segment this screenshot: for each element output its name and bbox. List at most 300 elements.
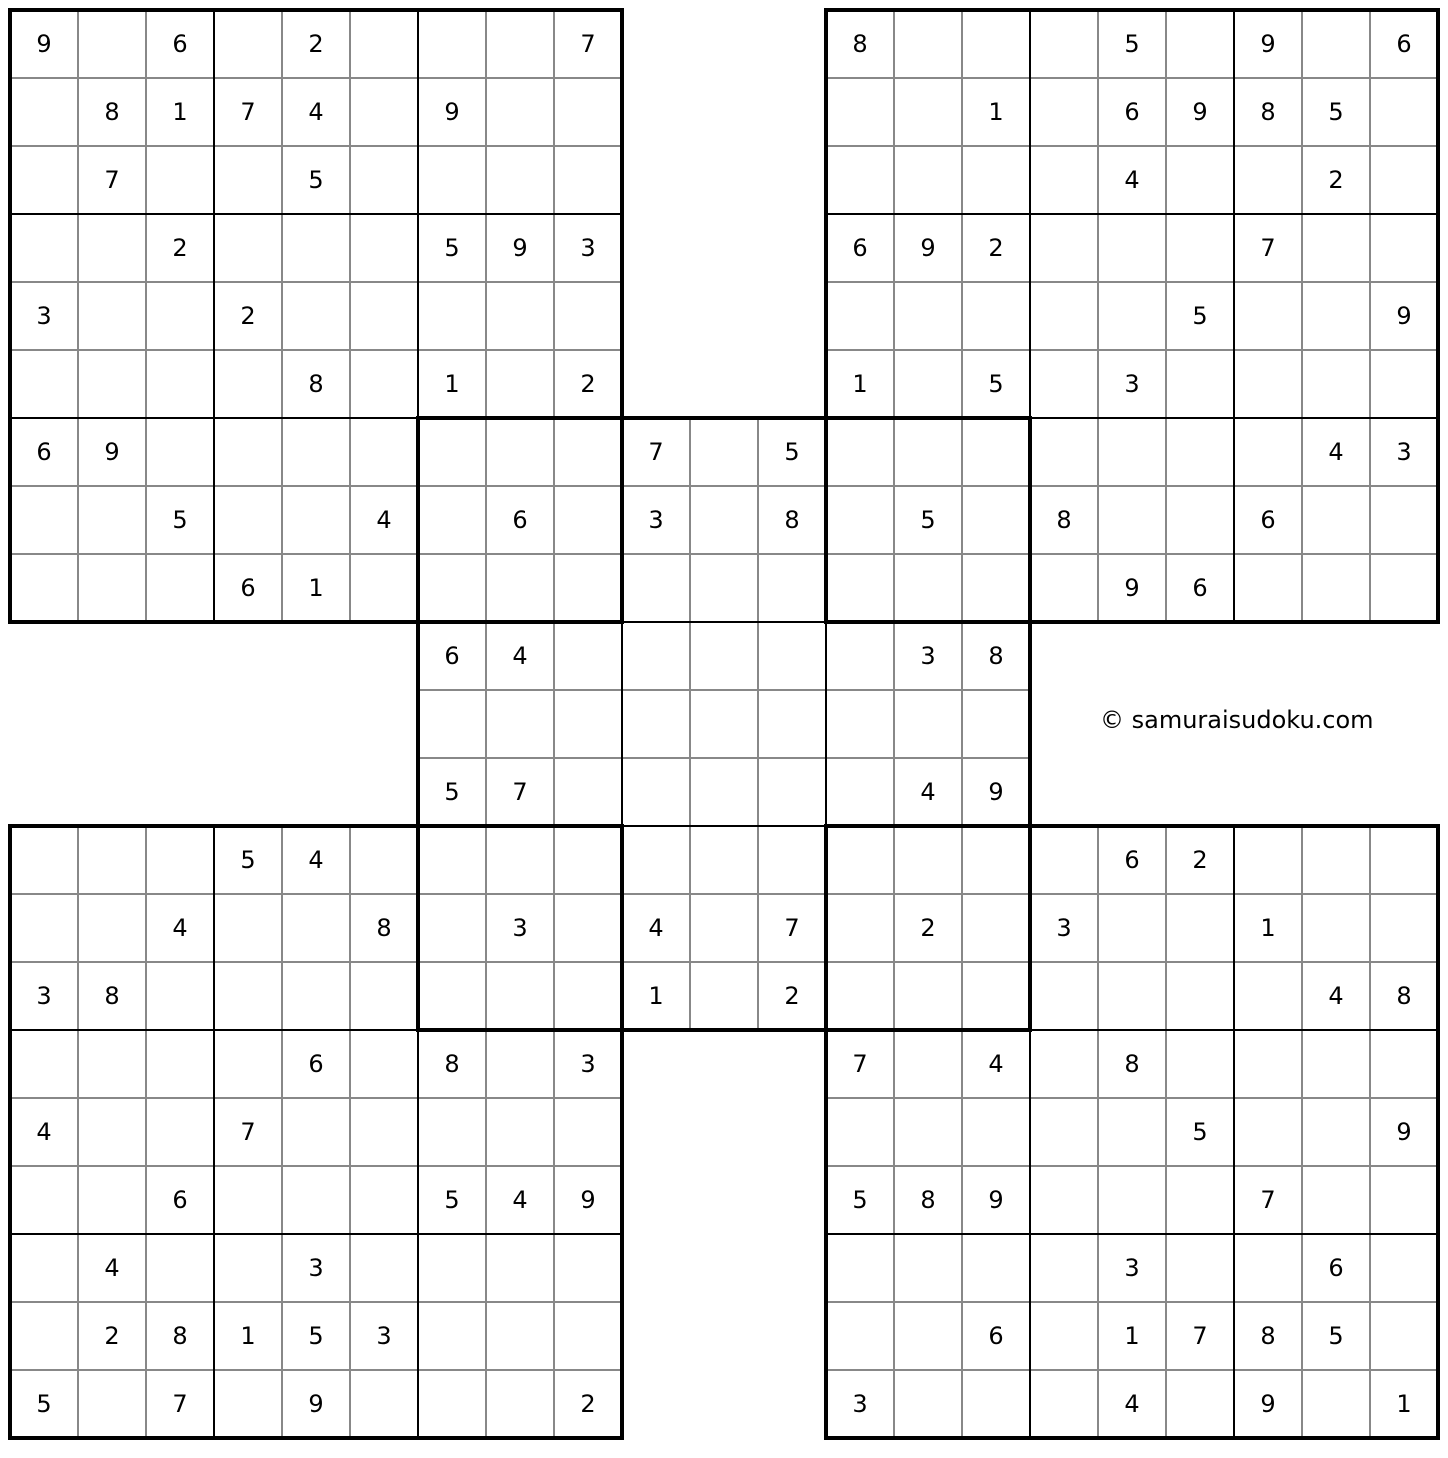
- given-cell[interactable]: 7: [622, 418, 690, 486]
- given-cell[interactable]: 8: [1234, 78, 1302, 146]
- empty-cell[interactable]: [1370, 554, 1438, 622]
- empty-cell[interactable]: [10, 894, 78, 962]
- empty-cell[interactable]: [486, 282, 554, 350]
- given-cell[interactable]: 6: [282, 1030, 350, 1098]
- empty-cell[interactable]: [690, 622, 758, 690]
- empty-cell[interactable]: [894, 1302, 962, 1370]
- empty-cell[interactable]: [1302, 1098, 1370, 1166]
- empty-cell[interactable]: [418, 282, 486, 350]
- empty-cell[interactable]: [962, 826, 1030, 894]
- empty-cell[interactable]: [350, 418, 418, 486]
- given-cell[interactable]: 5: [1302, 1302, 1370, 1370]
- given-cell[interactable]: 8: [282, 350, 350, 418]
- empty-cell[interactable]: [1030, 962, 1098, 1030]
- empty-cell[interactable]: [894, 78, 962, 146]
- empty-cell[interactable]: [214, 214, 282, 282]
- empty-cell[interactable]: [1030, 1370, 1098, 1438]
- empty-cell[interactable]: [214, 1234, 282, 1302]
- empty-cell[interactable]: [962, 894, 1030, 962]
- given-cell[interactable]: 6: [214, 554, 282, 622]
- empty-cell[interactable]: [758, 758, 826, 826]
- empty-cell[interactable]: [486, 1370, 554, 1438]
- empty-cell[interactable]: [350, 962, 418, 1030]
- given-cell[interactable]: 5: [214, 826, 282, 894]
- empty-cell[interactable]: [1098, 962, 1166, 1030]
- empty-cell[interactable]: [214, 1166, 282, 1234]
- given-cell[interactable]: 2: [962, 214, 1030, 282]
- given-cell[interactable]: 9: [894, 214, 962, 282]
- empty-cell[interactable]: [10, 214, 78, 282]
- empty-cell[interactable]: [758, 622, 826, 690]
- empty-cell[interactable]: [554, 1098, 622, 1166]
- empty-cell[interactable]: [10, 350, 78, 418]
- empty-cell[interactable]: [350, 10, 418, 78]
- empty-cell[interactable]: [554, 758, 622, 826]
- given-cell[interactable]: 3: [350, 1302, 418, 1370]
- empty-cell[interactable]: [826, 418, 894, 486]
- empty-cell[interactable]: [350, 1370, 418, 1438]
- empty-cell[interactable]: [1370, 78, 1438, 146]
- empty-cell[interactable]: [554, 486, 622, 554]
- empty-cell[interactable]: [962, 10, 1030, 78]
- empty-cell[interactable]: [78, 1370, 146, 1438]
- given-cell[interactable]: 4: [78, 1234, 146, 1302]
- given-cell[interactable]: 8: [962, 622, 1030, 690]
- empty-cell[interactable]: [1098, 486, 1166, 554]
- given-cell[interactable]: 8: [894, 1166, 962, 1234]
- empty-cell[interactable]: [962, 282, 1030, 350]
- empty-cell[interactable]: [826, 1234, 894, 1302]
- given-cell[interactable]: 5: [758, 418, 826, 486]
- empty-cell[interactable]: [554, 554, 622, 622]
- given-cell[interactable]: 6: [1098, 78, 1166, 146]
- given-cell[interactable]: 6: [826, 214, 894, 282]
- given-cell[interactable]: 6: [146, 10, 214, 78]
- empty-cell[interactable]: [1370, 1302, 1438, 1370]
- empty-cell[interactable]: [1302, 10, 1370, 78]
- empty-cell[interactable]: [554, 690, 622, 758]
- empty-cell[interactable]: [690, 894, 758, 962]
- empty-cell[interactable]: [1166, 418, 1234, 486]
- empty-cell[interactable]: [146, 1234, 214, 1302]
- empty-cell[interactable]: [1370, 826, 1438, 894]
- given-cell[interactable]: 9: [1234, 1370, 1302, 1438]
- empty-cell[interactable]: [962, 146, 1030, 214]
- given-cell[interactable]: 2: [554, 350, 622, 418]
- empty-cell[interactable]: [418, 1234, 486, 1302]
- given-cell[interactable]: 3: [1098, 350, 1166, 418]
- given-cell[interactable]: 2: [1302, 146, 1370, 214]
- empty-cell[interactable]: [418, 894, 486, 962]
- empty-cell[interactable]: [486, 350, 554, 418]
- empty-cell[interactable]: [554, 418, 622, 486]
- empty-cell[interactable]: [1030, 10, 1098, 78]
- given-cell[interactable]: 1: [1234, 894, 1302, 962]
- empty-cell[interactable]: [214, 418, 282, 486]
- empty-cell[interactable]: [554, 622, 622, 690]
- empty-cell[interactable]: [282, 894, 350, 962]
- empty-cell[interactable]: [146, 554, 214, 622]
- empty-cell[interactable]: [486, 1234, 554, 1302]
- given-cell[interactable]: 4: [146, 894, 214, 962]
- empty-cell[interactable]: [350, 146, 418, 214]
- empty-cell[interactable]: [214, 146, 282, 214]
- empty-cell[interactable]: [214, 1370, 282, 1438]
- given-cell[interactable]: 1: [418, 350, 486, 418]
- empty-cell[interactable]: [350, 214, 418, 282]
- empty-cell[interactable]: [418, 1302, 486, 1370]
- empty-cell[interactable]: [826, 1302, 894, 1370]
- empty-cell[interactable]: [1098, 1166, 1166, 1234]
- given-cell[interactable]: 5: [282, 1302, 350, 1370]
- given-cell[interactable]: 1: [1098, 1302, 1166, 1370]
- given-cell[interactable]: 4: [10, 1098, 78, 1166]
- empty-cell[interactable]: [282, 282, 350, 350]
- given-cell[interactable]: 9: [1166, 78, 1234, 146]
- empty-cell[interactable]: [214, 486, 282, 554]
- empty-cell[interactable]: [418, 418, 486, 486]
- given-cell[interactable]: 6: [962, 1302, 1030, 1370]
- empty-cell[interactable]: [1030, 350, 1098, 418]
- empty-cell[interactable]: [622, 826, 690, 894]
- given-cell[interactable]: 5: [10, 1370, 78, 1438]
- given-cell[interactable]: 4: [1098, 146, 1166, 214]
- empty-cell[interactable]: [1098, 894, 1166, 962]
- empty-cell[interactable]: [690, 758, 758, 826]
- given-cell[interactable]: 4: [1302, 418, 1370, 486]
- empty-cell[interactable]: [10, 146, 78, 214]
- empty-cell[interactable]: [214, 1030, 282, 1098]
- empty-cell[interactable]: [486, 418, 554, 486]
- empty-cell[interactable]: [1030, 826, 1098, 894]
- empty-cell[interactable]: [622, 758, 690, 826]
- given-cell[interactable]: 8: [418, 1030, 486, 1098]
- empty-cell[interactable]: [690, 418, 758, 486]
- given-cell[interactable]: 1: [1370, 1370, 1438, 1438]
- given-cell[interactable]: 2: [282, 10, 350, 78]
- empty-cell[interactable]: [962, 1370, 1030, 1438]
- empty-cell[interactable]: [1166, 486, 1234, 554]
- empty-cell[interactable]: [1030, 1302, 1098, 1370]
- empty-cell[interactable]: [826, 758, 894, 826]
- given-cell[interactable]: 3: [1370, 418, 1438, 486]
- empty-cell[interactable]: [1370, 1030, 1438, 1098]
- given-cell[interactable]: 7: [826, 1030, 894, 1098]
- empty-cell[interactable]: [894, 418, 962, 486]
- empty-cell[interactable]: [1234, 554, 1302, 622]
- empty-cell[interactable]: [78, 894, 146, 962]
- given-cell[interactable]: 2: [1166, 826, 1234, 894]
- given-cell[interactable]: 9: [1234, 10, 1302, 78]
- empty-cell[interactable]: [282, 962, 350, 1030]
- empty-cell[interactable]: [962, 1234, 1030, 1302]
- given-cell[interactable]: 4: [622, 894, 690, 962]
- empty-cell[interactable]: [1166, 10, 1234, 78]
- given-cell[interactable]: 4: [962, 1030, 1030, 1098]
- empty-cell[interactable]: [554, 1302, 622, 1370]
- given-cell[interactable]: 6: [1234, 486, 1302, 554]
- empty-cell[interactable]: [1166, 350, 1234, 418]
- empty-cell[interactable]: [1030, 1234, 1098, 1302]
- empty-cell[interactable]: [1166, 146, 1234, 214]
- given-cell[interactable]: 6: [486, 486, 554, 554]
- empty-cell[interactable]: [1302, 282, 1370, 350]
- empty-cell[interactable]: [10, 554, 78, 622]
- given-cell[interactable]: 5: [1166, 282, 1234, 350]
- given-cell[interactable]: 9: [418, 78, 486, 146]
- given-cell[interactable]: 9: [282, 1370, 350, 1438]
- given-cell[interactable]: 6: [1098, 826, 1166, 894]
- empty-cell[interactable]: [1030, 78, 1098, 146]
- empty-cell[interactable]: [826, 894, 894, 962]
- given-cell[interactable]: 7: [758, 894, 826, 962]
- given-cell[interactable]: 8: [78, 78, 146, 146]
- empty-cell[interactable]: [1166, 214, 1234, 282]
- empty-cell[interactable]: [894, 826, 962, 894]
- empty-cell[interactable]: [1098, 418, 1166, 486]
- given-cell[interactable]: 6: [1302, 1234, 1370, 1302]
- empty-cell[interactable]: [1302, 486, 1370, 554]
- empty-cell[interactable]: [554, 894, 622, 962]
- empty-cell[interactable]: [350, 1234, 418, 1302]
- empty-cell[interactable]: [1166, 962, 1234, 1030]
- empty-cell[interactable]: [350, 1098, 418, 1166]
- given-cell[interactable]: 5: [1098, 10, 1166, 78]
- empty-cell[interactable]: [78, 1166, 146, 1234]
- empty-cell[interactable]: [418, 826, 486, 894]
- empty-cell[interactable]: [826, 554, 894, 622]
- given-cell[interactable]: 5: [418, 214, 486, 282]
- empty-cell[interactable]: [214, 350, 282, 418]
- empty-cell[interactable]: [1234, 350, 1302, 418]
- empty-cell[interactable]: [10, 486, 78, 554]
- empty-cell[interactable]: [962, 962, 1030, 1030]
- given-cell[interactable]: 4: [282, 78, 350, 146]
- empty-cell[interactable]: [554, 78, 622, 146]
- empty-cell[interactable]: [894, 554, 962, 622]
- empty-cell[interactable]: [554, 1234, 622, 1302]
- given-cell[interactable]: 3: [486, 894, 554, 962]
- empty-cell[interactable]: [214, 962, 282, 1030]
- empty-cell[interactable]: [282, 214, 350, 282]
- given-cell[interactable]: 8: [78, 962, 146, 1030]
- empty-cell[interactable]: [1030, 146, 1098, 214]
- given-cell[interactable]: 5: [1302, 78, 1370, 146]
- empty-cell[interactable]: [826, 282, 894, 350]
- given-cell[interactable]: 5: [826, 1166, 894, 1234]
- empty-cell[interactable]: [894, 10, 962, 78]
- empty-cell[interactable]: [1302, 826, 1370, 894]
- given-cell[interactable]: 2: [554, 1370, 622, 1438]
- empty-cell[interactable]: [894, 146, 962, 214]
- empty-cell[interactable]: [1302, 1166, 1370, 1234]
- empty-cell[interactable]: [690, 554, 758, 622]
- empty-cell[interactable]: [622, 622, 690, 690]
- empty-cell[interactable]: [486, 1302, 554, 1370]
- empty-cell[interactable]: [962, 418, 1030, 486]
- given-cell[interactable]: 3: [282, 1234, 350, 1302]
- empty-cell[interactable]: [486, 554, 554, 622]
- given-cell[interactable]: 9: [1098, 554, 1166, 622]
- empty-cell[interactable]: [1302, 1030, 1370, 1098]
- given-cell[interactable]: 5: [1166, 1098, 1234, 1166]
- empty-cell[interactable]: [554, 962, 622, 1030]
- empty-cell[interactable]: [1370, 894, 1438, 962]
- empty-cell[interactable]: [486, 78, 554, 146]
- empty-cell[interactable]: [10, 1302, 78, 1370]
- empty-cell[interactable]: [418, 146, 486, 214]
- empty-cell[interactable]: [486, 826, 554, 894]
- given-cell[interactable]: 7: [146, 1370, 214, 1438]
- given-cell[interactable]: 8: [1030, 486, 1098, 554]
- empty-cell[interactable]: [1234, 282, 1302, 350]
- empty-cell[interactable]: [214, 894, 282, 962]
- given-cell[interactable]: 8: [1234, 1302, 1302, 1370]
- given-cell[interactable]: 6: [1370, 10, 1438, 78]
- given-cell[interactable]: 8: [1370, 962, 1438, 1030]
- given-cell[interactable]: 6: [418, 622, 486, 690]
- empty-cell[interactable]: [1166, 1166, 1234, 1234]
- empty-cell[interactable]: [1030, 214, 1098, 282]
- empty-cell[interactable]: [1030, 282, 1098, 350]
- empty-cell[interactable]: [1370, 486, 1438, 554]
- given-cell[interactable]: 1: [826, 350, 894, 418]
- given-cell[interactable]: 7: [78, 146, 146, 214]
- empty-cell[interactable]: [894, 350, 962, 418]
- given-cell[interactable]: 4: [282, 826, 350, 894]
- given-cell[interactable]: 3: [622, 486, 690, 554]
- empty-cell[interactable]: [282, 1098, 350, 1166]
- empty-cell[interactable]: [1166, 1234, 1234, 1302]
- empty-cell[interactable]: [622, 690, 690, 758]
- empty-cell[interactable]: [78, 1098, 146, 1166]
- given-cell[interactable]: 4: [486, 1166, 554, 1234]
- empty-cell[interactable]: [350, 282, 418, 350]
- empty-cell[interactable]: [894, 1098, 962, 1166]
- empty-cell[interactable]: [1302, 214, 1370, 282]
- given-cell[interactable]: 7: [214, 1098, 282, 1166]
- empty-cell[interactable]: [418, 10, 486, 78]
- given-cell[interactable]: 3: [10, 962, 78, 1030]
- empty-cell[interactable]: [1302, 894, 1370, 962]
- empty-cell[interactable]: [146, 1098, 214, 1166]
- given-cell[interactable]: 9: [486, 214, 554, 282]
- empty-cell[interactable]: [1030, 1166, 1098, 1234]
- given-cell[interactable]: 3: [1030, 894, 1098, 962]
- empty-cell[interactable]: [826, 1098, 894, 1166]
- empty-cell[interactable]: [78, 10, 146, 78]
- empty-cell[interactable]: [486, 690, 554, 758]
- given-cell[interactable]: 8: [826, 10, 894, 78]
- given-cell[interactable]: 7: [486, 758, 554, 826]
- empty-cell[interactable]: [418, 690, 486, 758]
- empty-cell[interactable]: [10, 1030, 78, 1098]
- empty-cell[interactable]: [758, 826, 826, 894]
- empty-cell[interactable]: [962, 554, 1030, 622]
- empty-cell[interactable]: [894, 690, 962, 758]
- given-cell[interactable]: 6: [146, 1166, 214, 1234]
- empty-cell[interactable]: [78, 486, 146, 554]
- empty-cell[interactable]: [146, 418, 214, 486]
- empty-cell[interactable]: [350, 1030, 418, 1098]
- empty-cell[interactable]: [1030, 418, 1098, 486]
- empty-cell[interactable]: [350, 826, 418, 894]
- given-cell[interactable]: 8: [350, 894, 418, 962]
- empty-cell[interactable]: [1370, 146, 1438, 214]
- empty-cell[interactable]: [486, 962, 554, 1030]
- given-cell[interactable]: 7: [214, 78, 282, 146]
- given-cell[interactable]: 9: [962, 1166, 1030, 1234]
- empty-cell[interactable]: [1234, 1098, 1302, 1166]
- empty-cell[interactable]: [78, 350, 146, 418]
- empty-cell[interactable]: [418, 1370, 486, 1438]
- empty-cell[interactable]: [758, 554, 826, 622]
- given-cell[interactable]: 5: [418, 758, 486, 826]
- empty-cell[interactable]: [10, 826, 78, 894]
- empty-cell[interactable]: [826, 146, 894, 214]
- given-cell[interactable]: 9: [1370, 282, 1438, 350]
- given-cell[interactable]: 9: [962, 758, 1030, 826]
- empty-cell[interactable]: [10, 78, 78, 146]
- empty-cell[interactable]: [350, 1166, 418, 1234]
- empty-cell[interactable]: [146, 146, 214, 214]
- empty-cell[interactable]: [418, 962, 486, 1030]
- empty-cell[interactable]: [554, 826, 622, 894]
- given-cell[interactable]: 9: [10, 10, 78, 78]
- given-cell[interactable]: 3: [554, 214, 622, 282]
- given-cell[interactable]: 7: [1234, 214, 1302, 282]
- empty-cell[interactable]: [1234, 1030, 1302, 1098]
- empty-cell[interactable]: [1030, 1098, 1098, 1166]
- empty-cell[interactable]: [690, 486, 758, 554]
- empty-cell[interactable]: [1098, 214, 1166, 282]
- given-cell[interactable]: 3: [894, 622, 962, 690]
- empty-cell[interactable]: [1166, 1030, 1234, 1098]
- empty-cell[interactable]: [554, 146, 622, 214]
- given-cell[interactable]: 4: [1302, 962, 1370, 1030]
- empty-cell[interactable]: [894, 1030, 962, 1098]
- empty-cell[interactable]: [1166, 1370, 1234, 1438]
- empty-cell[interactable]: [350, 554, 418, 622]
- empty-cell[interactable]: [282, 418, 350, 486]
- given-cell[interactable]: 2: [894, 894, 962, 962]
- given-cell[interactable]: 1: [962, 78, 1030, 146]
- given-cell[interactable]: 9: [1370, 1098, 1438, 1166]
- empty-cell[interactable]: [894, 962, 962, 1030]
- empty-cell[interactable]: [486, 1098, 554, 1166]
- empty-cell[interactable]: [690, 690, 758, 758]
- empty-cell[interactable]: [826, 78, 894, 146]
- empty-cell[interactable]: [418, 554, 486, 622]
- empty-cell[interactable]: [1030, 554, 1098, 622]
- empty-cell[interactable]: [78, 1030, 146, 1098]
- given-cell[interactable]: 2: [214, 282, 282, 350]
- empty-cell[interactable]: [1302, 554, 1370, 622]
- empty-cell[interactable]: [1302, 350, 1370, 418]
- empty-cell[interactable]: [214, 10, 282, 78]
- empty-cell[interactable]: [1234, 1234, 1302, 1302]
- empty-cell[interactable]: [146, 962, 214, 1030]
- given-cell[interactable]: 1: [146, 78, 214, 146]
- empty-cell[interactable]: [826, 690, 894, 758]
- given-cell[interactable]: 5: [962, 350, 1030, 418]
- given-cell[interactable]: 2: [78, 1302, 146, 1370]
- empty-cell[interactable]: [78, 282, 146, 350]
- empty-cell[interactable]: [1098, 1098, 1166, 1166]
- given-cell[interactable]: 7: [1166, 1302, 1234, 1370]
- empty-cell[interactable]: [1234, 146, 1302, 214]
- given-cell[interactable]: 7: [1234, 1166, 1302, 1234]
